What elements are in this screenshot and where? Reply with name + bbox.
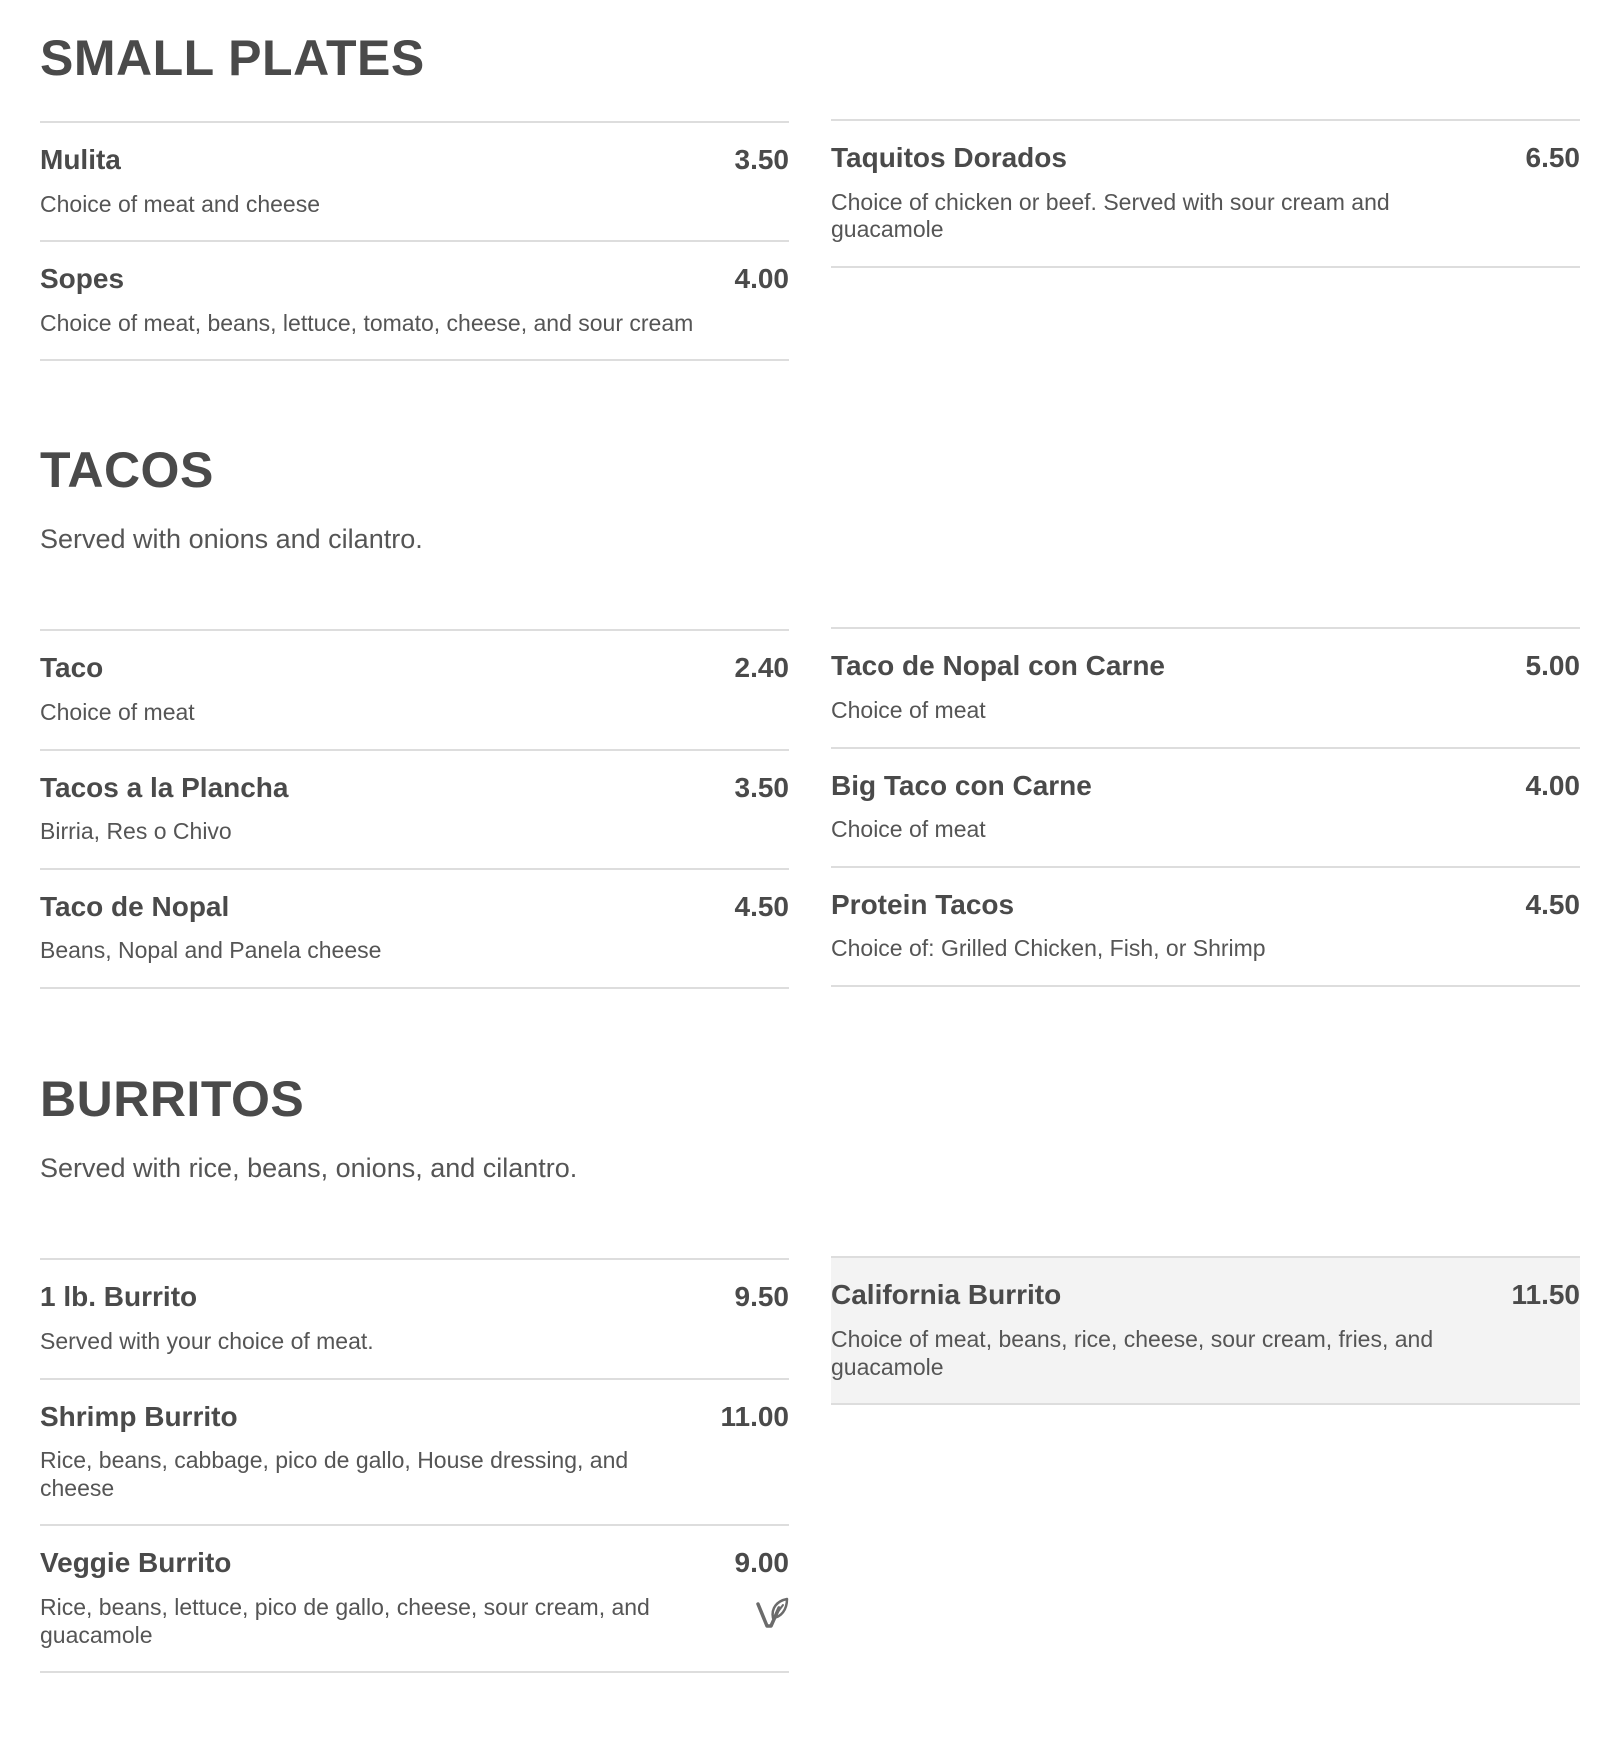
- right-column: [831, 119, 1580, 361]
- item-price: 9.50: [734, 1281, 789, 1313]
- item-price: 11.50: [1511, 1279, 1580, 1311]
- left-column: [40, 629, 789, 989]
- item-name: Taco: [40, 652, 104, 684]
- item-description: Choice of chicken or beef. Served with sour cream and guacamole: [831, 188, 1390, 243]
- item-name: Mulita: [40, 144, 121, 175]
- item-price: 9.00: [734, 1547, 789, 1579]
- section-tacos: [40, 442, 1580, 989]
- item-description: Choice of meat, beans, lettuce, tomato, cheese, and sour cream: [40, 309, 694, 336]
- item-price: 4.00: [734, 263, 789, 295]
- menu-item-taquitos-dorados[interactable]: [831, 119, 1580, 268]
- menu-item-shrimp-burrito[interactable]: [40, 1378, 789, 1525]
- item-price: 11.00: [720, 1400, 789, 1432]
- item-price: 2.40: [734, 652, 789, 684]
- item-name: Taco de Nopal: [40, 890, 230, 922]
- right-column: [831, 1256, 1580, 1673]
- item-price: 4.50: [734, 890, 789, 922]
- item-description: Rice, beans, cabbage, pico de gallo, House dressing, and cheese: [40, 1447, 629, 1501]
- left-column: [40, 1258, 789, 1673]
- section-small-plates: [40, 30, 1580, 361]
- menu-item-protein-tacos[interactable]: [831, 866, 1580, 987]
- item-description: Choice of meat: [831, 696, 986, 723]
- menu-item-veggie-burrito[interactable]: [40, 1524, 789, 1673]
- section-description: Served with rice, beans, onions, and cilantro.: [40, 1153, 578, 1183]
- item-description: Choice of meat and cheese: [40, 190, 321, 217]
- menu-item-taco-de-nopal[interactable]: [40, 868, 789, 989]
- item-description: Choice of meat: [40, 698, 195, 725]
- item-description: Choice of meat: [831, 816, 986, 843]
- menu-item-tacos-a-la-plancha[interactable]: [40, 749, 789, 868]
- item-price: 6.50: [1525, 142, 1580, 173]
- section-title: SMALL PLATES: [40, 30, 425, 86]
- item-name: Veggie Burrito: [40, 1547, 232, 1579]
- item-name: Shrimp Burrito: [40, 1400, 238, 1432]
- item-price: 5.00: [1525, 650, 1580, 682]
- vegetarian-leaf-icon: [755, 1596, 789, 1630]
- item-name: 1 lb. Burrito: [40, 1281, 198, 1313]
- left-column: [40, 121, 789, 361]
- right-column: [831, 627, 1580, 989]
- item-name: Taquitos Dorados: [831, 142, 1067, 173]
- section-title: TACOS: [40, 442, 214, 498]
- menu-item-taco-de-nopal-con-carne[interactable]: [831, 627, 1580, 746]
- menu-item-1-lb-burrito[interactable]: [40, 1258, 789, 1377]
- item-name: Sopes: [40, 263, 125, 295]
- item-price: 4.00: [1525, 769, 1580, 801]
- menu-item-taco[interactable]: [40, 629, 789, 748]
- item-name: Tacos a la Plancha: [40, 771, 289, 803]
- menu-item-sopes[interactable]: [40, 240, 789, 361]
- item-description: Beans, Nopal and Panela cheese: [40, 937, 382, 964]
- item-description: Choice of meat, beans, rice, cheese, sour cream, fries, and guacamole: [831, 1325, 1434, 1380]
- item-name: Protein Tacos: [831, 888, 1015, 920]
- item-description: Rice, beans, lettuce, pico de gallo, cheese, sour cream, and guacamole: [40, 1593, 650, 1648]
- item-name: Big Taco con Carne: [831, 769, 1092, 801]
- item-price: 4.50: [1525, 888, 1580, 920]
- section-description: Served with onions and cilantro.: [40, 524, 423, 554]
- menu-item-big-taco-con-carne[interactable]: [831, 747, 1580, 866]
- item-description: Served with your choice of meat.: [40, 1327, 374, 1354]
- item-name: California Burrito: [831, 1279, 1062, 1311]
- section-burritos: [40, 1071, 1580, 1673]
- item-description: Choice of: Grilled Chicken, Fish, or Shrimp: [831, 935, 1266, 962]
- section-title: BURRITOS: [40, 1071, 305, 1127]
- item-name: Taco de Nopal con Carne: [831, 650, 1165, 682]
- item-price: 3.50: [734, 771, 789, 803]
- item-description: Birria, Res o Chivo: [40, 818, 232, 845]
- menu-item-california-burrito[interactable]: [831, 1256, 1580, 1405]
- item-price: 3.50: [734, 144, 789, 175]
- menu-item-mulita[interactable]: [40, 121, 789, 240]
